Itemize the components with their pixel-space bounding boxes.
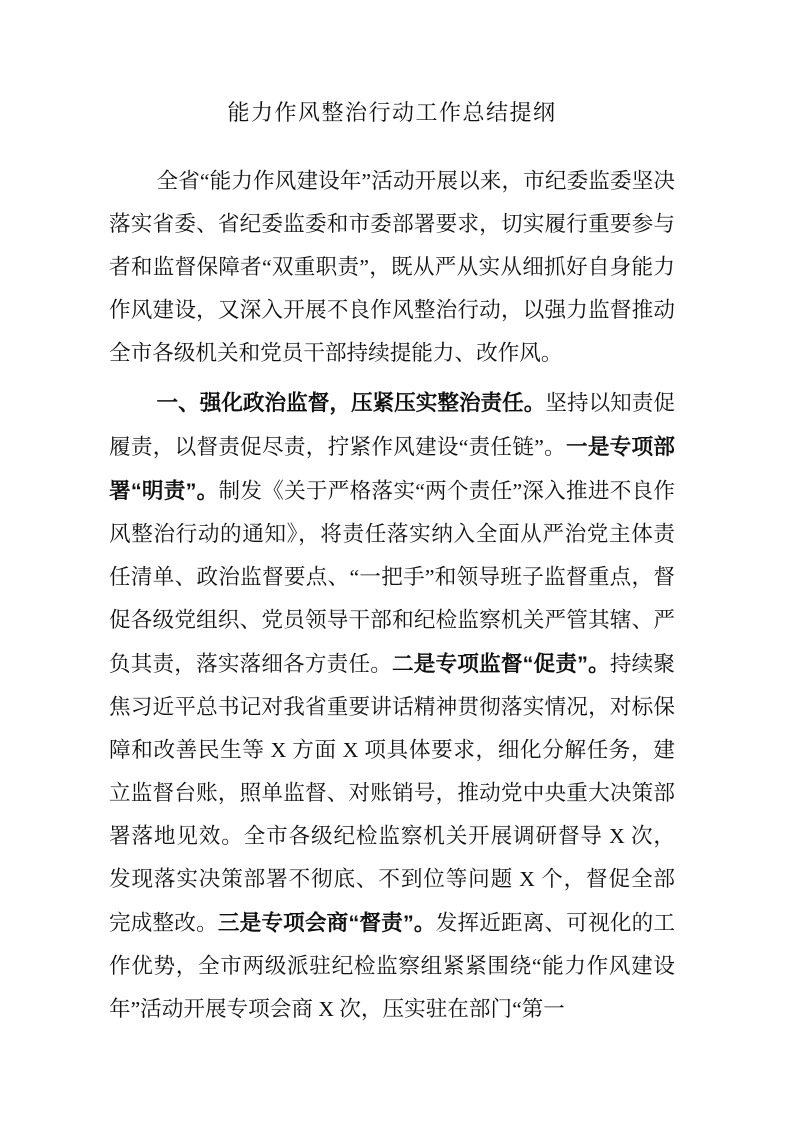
text-run: 全省“能力作风建设年”活动开展以来，市纪委监委坚决落实省委、省纪委监委和市委部署要求，切实履行重要参与者和监督保障者“双重职责”，既从严从实从细抓好自身能力作风建设，又深入开展不良作风整治行动，以强力监督推动全市各级机关和党员干部持续提能力、改作风。 [109,169,675,365]
document-title: 能力作风整治行动工作总结提纲 [227,100,557,125]
text-run: 坚持以知责促履责，以督责促尽责，拧紧作风建设“责任链”。 [109,391,675,459]
bold-run: 一、强化政治监督，压紧压实整治责任。 [156,390,546,415]
text-run: 发挥近距离、可视化的工作优势，全市两级派驻纪检监察组紧紧围绕“能力作风建设年”活动开展专项会商 X 次，压实驻在部门“第一 [109,911,675,1021]
bold-run: 三是专项会商“督责”。 [217,910,436,935]
text-run: 制发《关于严格落实“两个责任”深入推进不良作风整治行动的通知》，将责任落实纳入全面从严治党主体责任清单、政治监督要点、“一把手”和领导班子监督重点，督促各级党组织、党员领导干部和纪检监察机关严管其辖、严负其责，落实落细各方责任。 [109,479,675,676]
text-run: 持续聚焦习近平总书记对我省重要讲话精神贯彻落实情况，对标保障和改善民生等 X 方面 X 项具体要求，细化分解任务，建立监督台账，照单监督、对账销号，推动党中央重大决策部署落地见效。全市各级纪检监察机关开展调研督导 X 次，发现落实决策部署不彻底、不到位等问题 X 个，督促全部完成整改。 [109,652,675,935]
bold-run: 一是专项部署“明责”。 [109,434,675,503]
document-content [109,0,675,1031]
document-body [109,160,675,1031]
paragraph-2 [109,381,675,1031]
paragraph-1 [109,160,675,375]
bold-run: 二是专项监督“促责”。 [391,651,610,676]
